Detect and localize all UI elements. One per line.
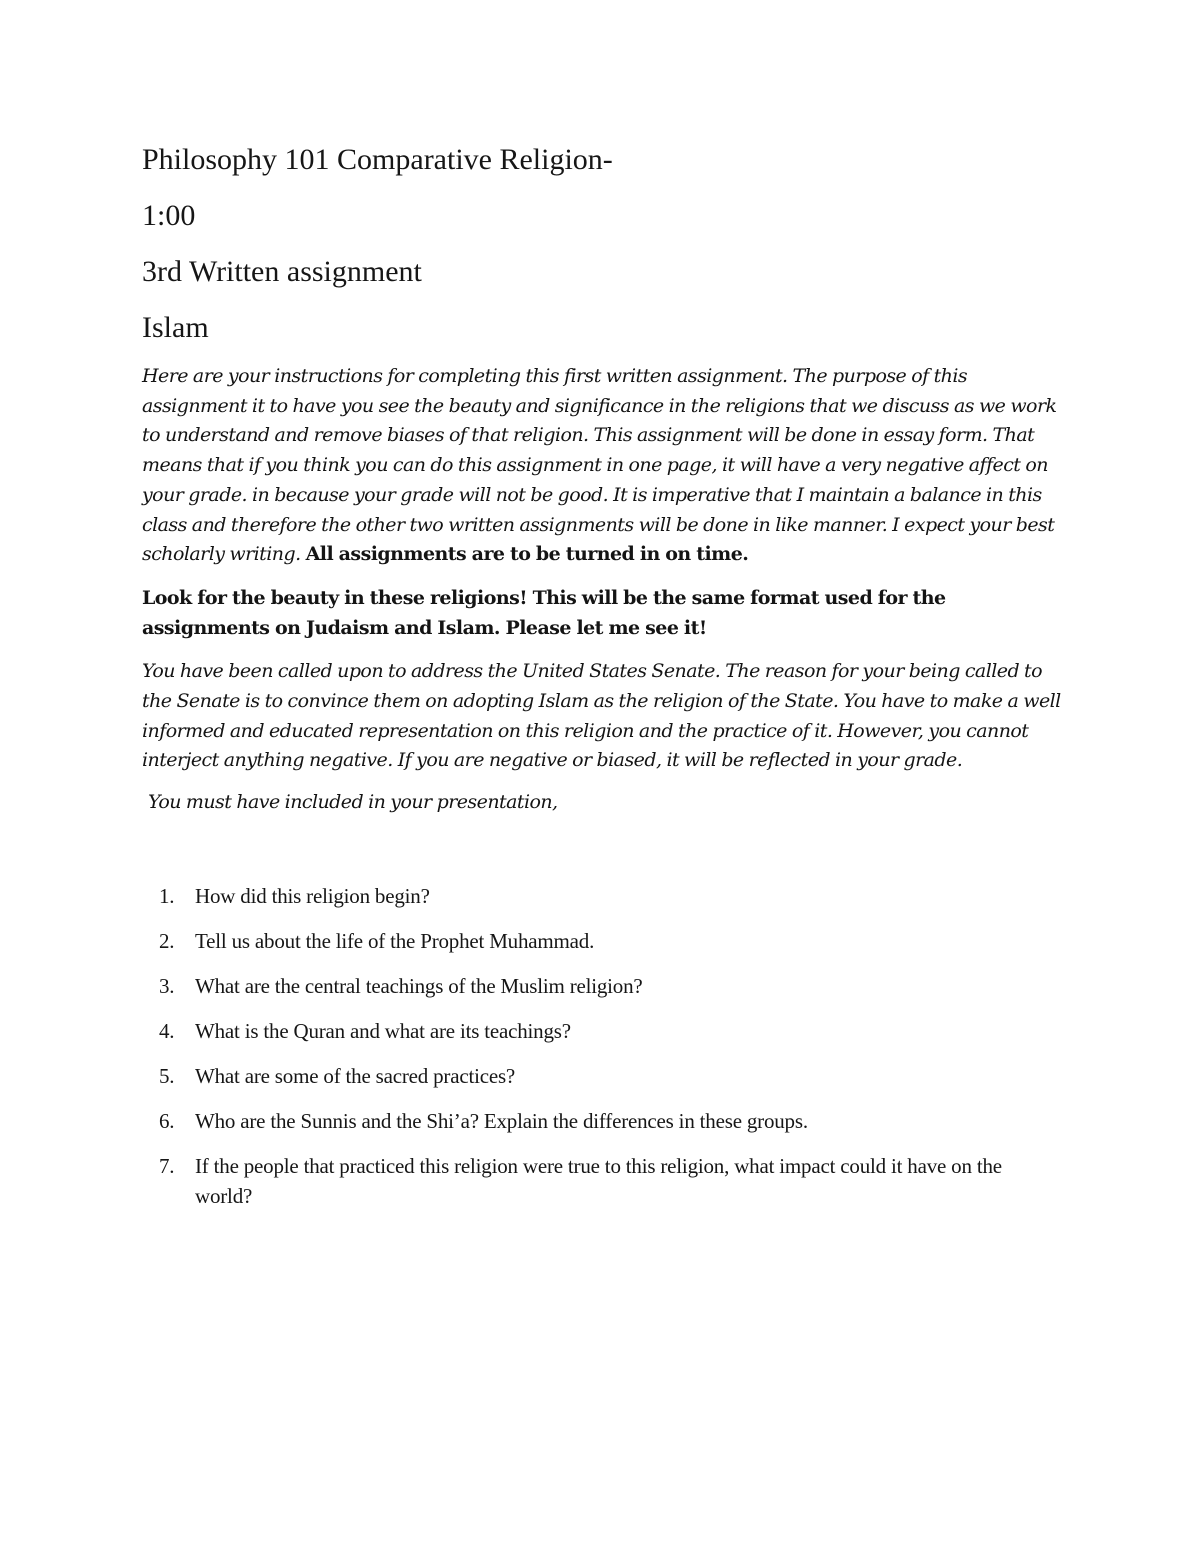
list-number: 3. [159,973,175,998]
list-number: 4. [159,1018,175,1043]
question-text: What are the central teachings of the Muslim religion? [195,973,643,998]
list-item [142,1106,1062,1136]
list-number: 7. [159,1153,175,1178]
list-item [142,881,1062,911]
list-item [142,1151,1062,1211]
question-text: Tell us about the life of the Prophet Muhammad. [195,928,595,953]
instructions-paragraph [142,362,1062,570]
must-include-line: You must have included in your presentation, [148,791,558,814]
list-item [142,1061,1062,1091]
list-item [142,926,1062,956]
beauty-paragraph: Look for the beauty in these religions! This will be the same format used for the assignments on Judaism and Islam. Please let me see it! [142,586,946,639]
question-text: How did this religion begin? [195,883,430,908]
question-text: What are some of the sacred practices? [195,1063,516,1088]
question-text: Who are the Sunnis and the Shi’a? Explain the differences in these groups. [195,1108,808,1133]
list-item [142,1016,1062,1046]
deadline-notice: All assignments are to be turned in on time. [305,543,749,566]
list-number: 1. [159,883,175,908]
list-number: 6. [159,1108,175,1133]
course-title: Philosophy 101 Comparative Religion- [142,143,613,176]
document-page [142,138,1062,1226]
scenario-paragraph: You have been called upon to address the United States Senate. The reason for your being called to the Senate is to convince them on adopting Islam as the religion of the State. You have to make a well informed and educated representation on this religion and the practice of it. However, you cannot interject anything negative. If you are negative or biased, it will be reflected in your grade. [142,660,1061,772]
list-number: 5. [159,1063,175,1088]
question-text: If the people that practiced this religion were true to this religion, what impact could it have on the world? [195,1153,1002,1208]
list-item [142,971,1062,1001]
question-list [142,881,1062,1211]
instructions-text: Here are your instructions for completing this first written assignment. The purpose of this assignment it to have you see the beauty and significance in the religions that we discuss as we work to understand and remove biases of that religion. This assignment will be done in essay form. That means that if you think you can do this assignment in one page, it will have a very negative affect on your grade. in because your grade will not be good. It is imperative that I maintain a balance in this class and therefore the other two written assignments will be done in like manner. I expect your best scholarly writing. [142,365,1057,566]
question-text: What is the Quran and what are its teachings? [195,1018,571,1043]
assignment-title: 3rd Written assignment [142,255,422,288]
class-time: 1:00 [142,199,196,232]
list-number: 2. [159,928,175,953]
topic-title: Islam [142,311,209,344]
